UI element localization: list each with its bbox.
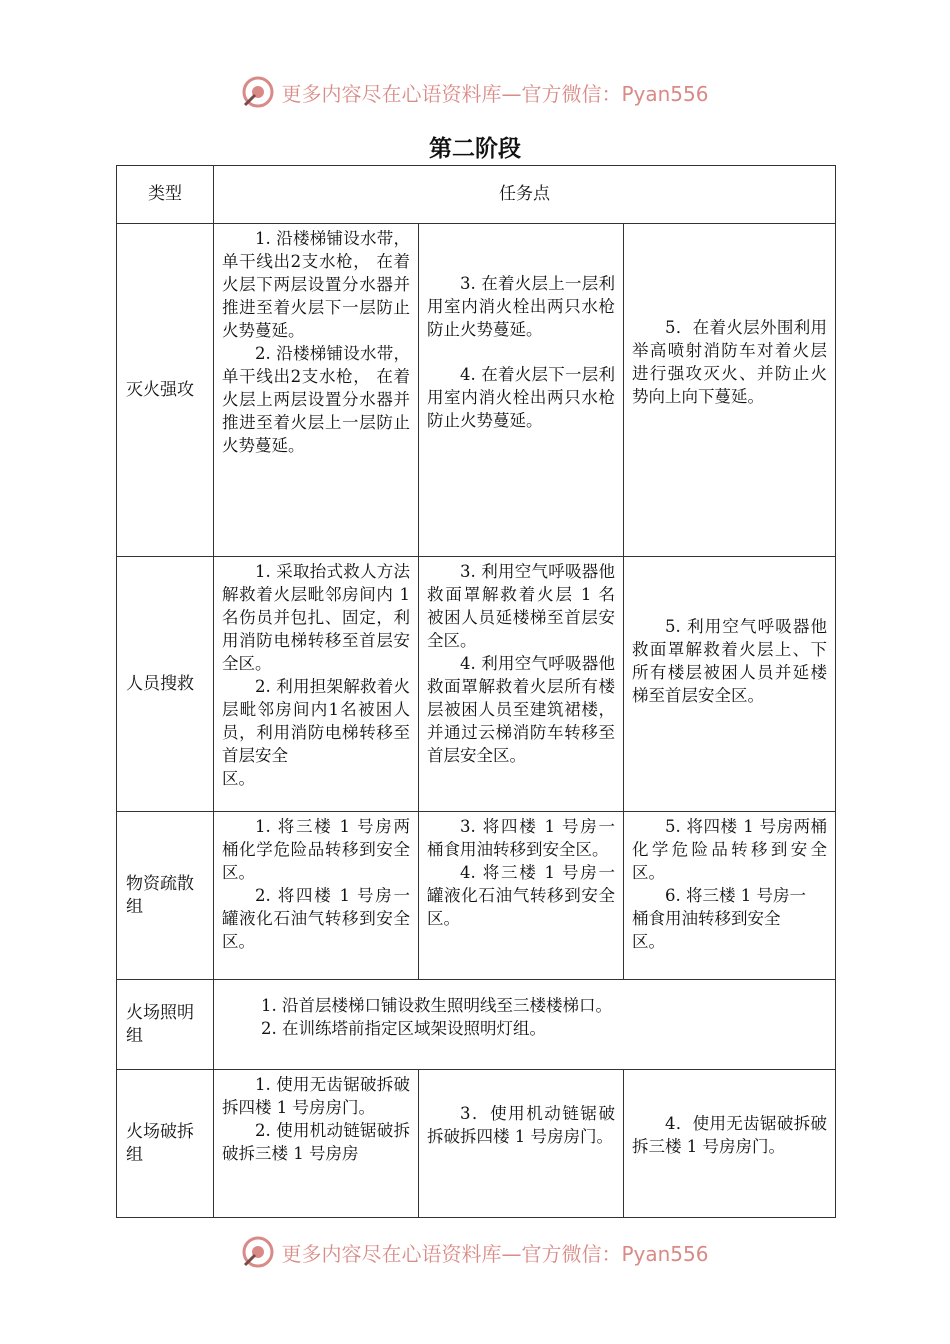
task-cell bbox=[214, 224, 419, 557]
task-item: 5. 利用空气呼吸器他救面罩解救着火层上、下所有楼层被困人员并延楼梯至首层安全区。 bbox=[632, 616, 828, 705]
task-item: 2. 利用担架解救着火层毗邻房间内1名被困人员，利用消防电梯转移至首层安全 bbox=[222, 677, 410, 765]
task-item: 2. 沿楼梯铺设水带，单干线出2支水枪， 在着火层上两层设置分水器并推进至着火层上一层防止火势蔓延。 bbox=[222, 344, 410, 455]
task-item: 3．使用机动链锯破拆破拆四楼 1 号房房门。 bbox=[427, 1104, 615, 1146]
page-title: 第二阶段 bbox=[429, 136, 521, 162]
table-row bbox=[117, 557, 836, 812]
task-cell bbox=[624, 557, 836, 812]
task-item: 区。 bbox=[222, 769, 255, 788]
task-item: 3. 在着火层上一层利用室内消火栓出两只水枪防止火势蔓延。 bbox=[427, 273, 615, 339]
task-item: 2. 使用机动链锯破拆破拆三楼 1 号房房 bbox=[222, 1121, 410, 1163]
watermark-bottom bbox=[0, 1232, 950, 1272]
task-item: 5．在着火层外围利用举高喷射消防车对着火层进行强攻灭火、并防止火势向上向下蔓延。 bbox=[632, 317, 828, 406]
task-item: 1. 使用无齿锯破拆破拆四楼 1 号房房门。 bbox=[222, 1075, 410, 1117]
task-item: 3. 将四楼 1 号房一桶食用油转移到安全区。 bbox=[427, 817, 615, 859]
task-cell bbox=[419, 1070, 624, 1218]
task-item: 4．使用无齿锯破拆破拆三楼 1 号房房门。 bbox=[632, 1114, 828, 1156]
row-type: 物资疏散组 bbox=[117, 812, 214, 980]
header-tasks: 任务点 bbox=[214, 166, 836, 224]
row-type: 火场破拆组 bbox=[117, 1070, 214, 1218]
watermark-text: 更多内容尽在心语资料库—官方微信：Pyan556 bbox=[281, 81, 709, 106]
task-table bbox=[116, 165, 836, 1218]
task-cell bbox=[624, 224, 836, 557]
row-type: 人员搜救 bbox=[117, 557, 214, 812]
task-item: 2. 将四楼 1 号房一罐液化石油气转移到安全区。 bbox=[222, 886, 410, 951]
task-item: 1. 将三楼 1 号房两桶化学危险品转移到安全区。 bbox=[222, 817, 410, 882]
watermark-top bbox=[0, 72, 950, 112]
task-item: 6. 将三楼 1 号房一 bbox=[665, 886, 806, 905]
logo-icon bbox=[241, 1235, 275, 1269]
task-item: 区。 bbox=[632, 932, 665, 951]
task-item: 桶食用油转移到安全 bbox=[632, 909, 781, 928]
task-cell bbox=[214, 1070, 419, 1218]
table-header-row bbox=[117, 166, 836, 224]
watermark-text: 更多内容尽在心语资料库—官方微信：Pyan556 bbox=[281, 1241, 709, 1266]
table-row bbox=[117, 224, 836, 557]
table-row bbox=[117, 812, 836, 980]
task-cell bbox=[214, 980, 836, 1070]
table-row bbox=[117, 1070, 836, 1218]
task-item: 4. 在着火层下一层利用室内消火栓出两只水枪防止火势蔓延。 bbox=[427, 364, 615, 430]
task-item: 3. 利用空气呼吸器他救面罩解救着火层 1 名 被困人员延楼梯至首层安全区。 bbox=[427, 562, 615, 650]
task-item: 1. 沿楼梯铺设水带，单干线出2支水枪， 在着火层下两层设置分水器并推进至着火层下一层防止火势蔓延。 bbox=[222, 229, 410, 340]
table-row bbox=[117, 980, 836, 1070]
task-item: 1. 采取抬式救人方法解救着火层毗邻房间内 1 名伤员并包扎、固定，利用消防电梯转移至首层安全区。 bbox=[222, 562, 410, 673]
header-type: 类型 bbox=[117, 166, 214, 224]
task-item: 2. 在训练塔前指定区域架设照明灯组。 bbox=[261, 1019, 546, 1038]
task-cell bbox=[214, 557, 419, 812]
task-item: 4. 利用空气呼吸器他救面罩解救着火层所有楼层被困人员至建筑裙楼，并通过云梯消防车转移至首层安全区。 bbox=[427, 654, 615, 765]
logo-icon bbox=[241, 75, 275, 109]
task-cell bbox=[624, 812, 836, 980]
task-cell bbox=[419, 812, 624, 980]
task-item: 4. 将三楼 1 号房一罐液化石油气转移到安全区。 bbox=[427, 863, 615, 928]
row-type: 灭火强攻 bbox=[117, 224, 214, 557]
task-cell bbox=[624, 1070, 836, 1218]
task-cell bbox=[419, 224, 624, 557]
task-cell bbox=[214, 812, 419, 980]
task-cell bbox=[419, 557, 624, 812]
row-type: 火场照明组 bbox=[117, 980, 214, 1070]
task-item: 5. 将四楼 1 号房两桶化学危险品转移到安全区。 bbox=[632, 817, 828, 882]
task-item: 1. 沿首层楼梯口铺设救生照明线至三楼楼梯口。 bbox=[261, 996, 612, 1015]
